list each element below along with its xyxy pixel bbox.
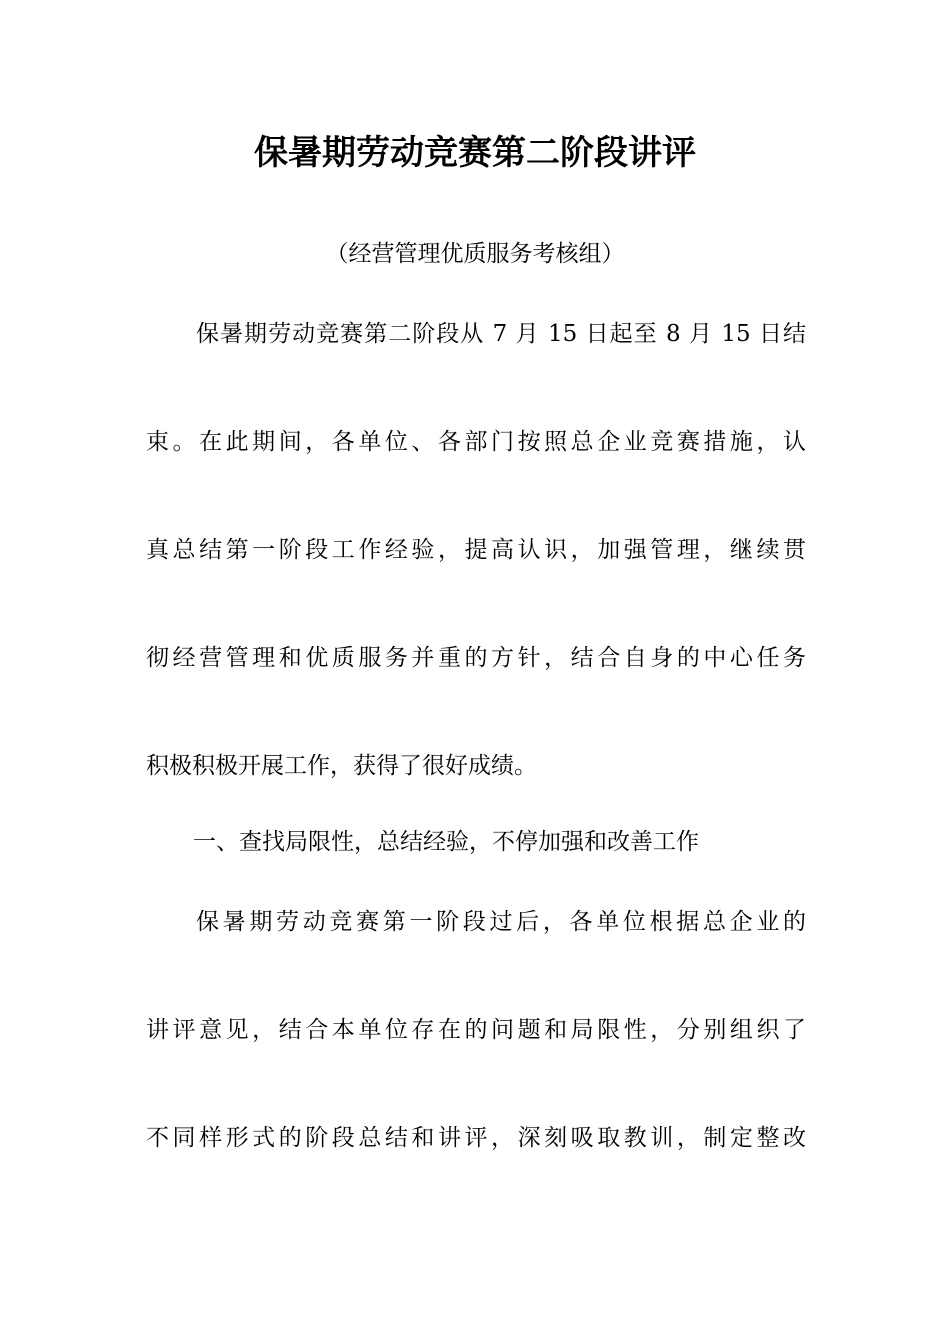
paragraph-2-line-2: 讲评意见，结合本单位存在的问题和局限性，分别组织了 — [146, 1017, 806, 1043]
paragraph-2-line-1: 保暑期劳动竞赛第一阶段过后，各单位根据总企业的 — [196, 909, 806, 935]
paragraph-1-line-2: 束。在此期间，各单位、各部门按照总企业竞赛措施，认 — [146, 429, 806, 455]
section-1-heading: 一、查找局限性，总结经验，不停加强和改善工作 — [193, 829, 699, 855]
paragraph-2-line-3: 不同样形式的阶段总结和讲评，深刻吸取教训，制定整改 — [146, 1125, 806, 1151]
document-title: 保暑期劳动竞赛第二阶段讲评 — [254, 133, 696, 173]
document-subtitle: （经营管理优质服务考核组） — [325, 241, 625, 267]
paragraph-1-line-3: 真总结第一阶段工作经验，提高认识，加强管理，继续贯 — [146, 537, 806, 563]
paragraph-1-line-4: 彻经营管理和优质服务并重的方针，结合自身的中心任务 — [146, 645, 806, 671]
paragraph-1-line-5: 积极积极开展工作，获得了很好成绩。 — [146, 753, 537, 779]
paragraph-1-line-1: 保暑期劳动竞赛第二阶段从 7 月 15 日起至 8 月 15 日结 — [196, 321, 806, 347]
